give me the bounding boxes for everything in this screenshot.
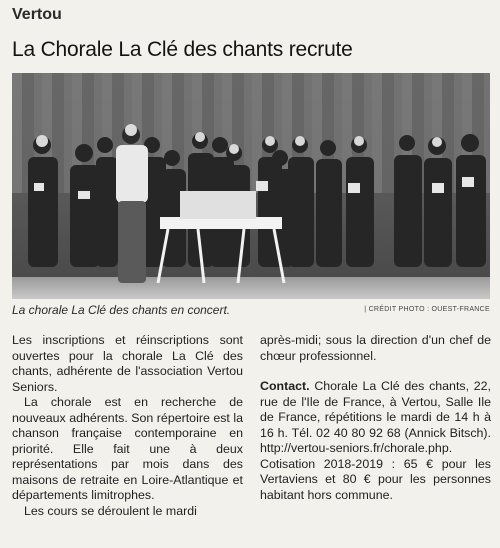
contact-label: Contact. — [260, 379, 310, 393]
photo-credit: | CRÉDIT PHOTO : OUEST-FRANCE — [364, 306, 490, 313]
article-column-right — [260, 333, 491, 503]
body-paragraph: La chorale est en recherche de nouveaux adhérents. Son répertoire est la chanson française contemporaine en priorité. Elle fait une à deux représentations par mois dans des maisons de retraite en Loire-Atlantique et départements limitrophes. — [12, 395, 243, 502]
body-paragraph: Les cours se déroulent le mardi — [24, 503, 197, 518]
article-location: Vertou — [12, 6, 62, 23]
contact-text: Chorale La Clé des chants, 22, rue de l'Ile de France, à Vertou, Salle Ile de France, répétitions le mardi de 14 h à 16 h. Tél. 02 40 80 92 68 (Annick Bitsch). http://vertou-seniors.fr/chorale.php. Cotisation 2018-2019 : 65 € pour les Vertaviens et 80 € pour les personnes habitant hors commune. — [260, 379, 491, 502]
choir-photo — [12, 73, 490, 299]
body-paragraph: Les inscriptions et réinscriptions sont ouvertes pour la chorale La Clé des chants, adhérente de l'association Vertou Seniors. — [12, 333, 243, 394]
choir-silhouettes — [12, 73, 490, 299]
photo-caption: La chorale La Clé des chants en concert. — [12, 303, 231, 317]
body-paragraph-continuation: après-midi; sous la direction d'un chef de chœur professionnel. — [260, 333, 491, 363]
article-headline: La Chorale La Clé des chants recrute — [12, 38, 353, 61]
contact-paragraph — [260, 379, 491, 503]
article-column-left — [12, 333, 243, 519]
